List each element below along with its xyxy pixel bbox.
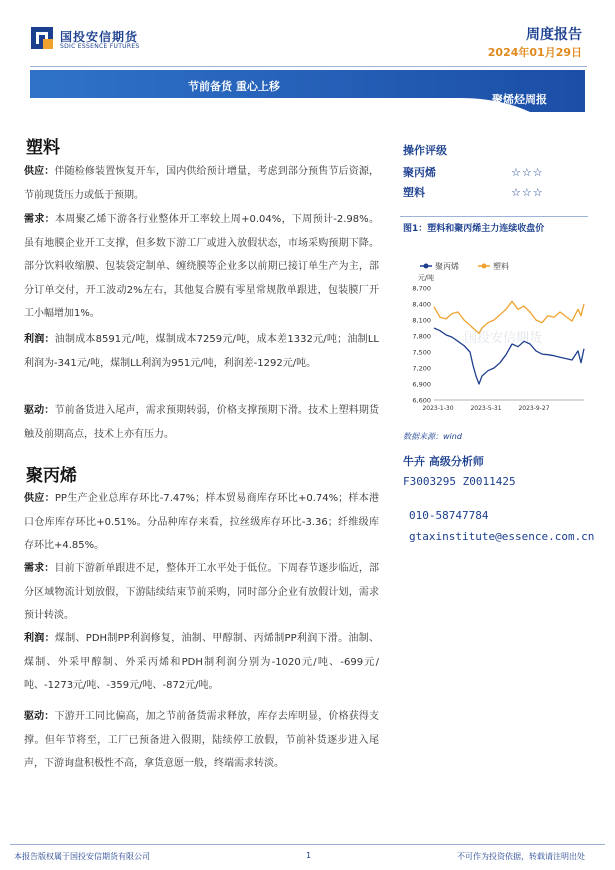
plastic-demand-label: 需求： bbox=[24, 214, 56, 225]
rating-title: 操作评级 bbox=[403, 144, 447, 157]
plastic-profit-text: 油制成本8591元/吨，煤制成本7259元/吨，成本差1332元/吨；油制LL利润为-341元/吨，煤制LL利润为951元/吨，利润差-1292元/吨。 bbox=[24, 334, 379, 369]
x-axis bbox=[422, 405, 549, 412]
plastic-profit bbox=[24, 328, 379, 375]
y-tick-label: 8,700 bbox=[412, 284, 431, 293]
analyst-phone: 010-58747784 bbox=[409, 509, 489, 522]
pp-supply bbox=[24, 487, 379, 558]
logo-name-en: SDIC ESSENCE FUTURES bbox=[60, 43, 140, 50]
analyst-name: 牛卉 高级分析师 bbox=[403, 455, 484, 468]
chart-watermark: 国投安信期货 bbox=[463, 331, 543, 346]
chart-legend bbox=[420, 261, 509, 271]
legend-marker-plastic bbox=[482, 264, 487, 269]
header-divider bbox=[30, 66, 587, 67]
footer-divider bbox=[10, 844, 605, 845]
report-date: 2024年01月29日 bbox=[487, 46, 582, 59]
y-tick-label: 7,200 bbox=[412, 364, 431, 373]
analyst-email[interactable]: gtaxinstitute@essence.com.cn bbox=[409, 530, 595, 543]
pp-driver bbox=[24, 705, 379, 776]
plastic-driver-text: 节前备货进入尾声，需求预期转弱，价格支撑预期下滑。技术上塑料期货触及前期高点，技术上亦有压力。 bbox=[24, 405, 380, 440]
analyst-license-ids: F3003295 Z0011425 bbox=[403, 475, 516, 488]
series-line-plastic bbox=[434, 301, 584, 333]
rating-name: 塑料 bbox=[403, 186, 425, 199]
rating-stars-icon: ☆☆☆ bbox=[511, 166, 544, 179]
plastic-supply-label: 供应： bbox=[24, 166, 55, 177]
report-type: 周度报告 bbox=[526, 27, 582, 43]
banner-title: 节前备货 重心上移 bbox=[188, 80, 280, 93]
pp-supply-label: 供应： bbox=[24, 493, 55, 504]
y-tick-label: 8,100 bbox=[412, 316, 431, 325]
price-line-chart bbox=[398, 258, 588, 423]
footer-disclaimer: 不可作为投资依据，转载请注明出处 bbox=[457, 852, 585, 861]
pp-profit-text: 煤制、PDH制PP利润修复，油制、甲醇制、丙烯制PP利润下滑。油制、煤制、外采甲醇制、外采丙烯和PDH制利润分别为-1020元/吨、-699元/吨、-1273元/吨、-359元/吨、-872元/吨。 bbox=[24, 633, 379, 691]
section-title-plastic: 塑料 bbox=[26, 138, 60, 158]
rating-name: 聚丙烯 bbox=[403, 166, 436, 179]
rating-stars-icon: ☆☆☆ bbox=[511, 186, 544, 199]
pp-demand bbox=[24, 557, 379, 628]
y-tick-label: 6,600 bbox=[412, 396, 431, 405]
footer-copyright: 本报告版权属于国投安信期货有限公司 bbox=[14, 852, 150, 861]
title-banner bbox=[30, 68, 585, 112]
plastic-supply-text: 伴随检修装置恢复开车，国内供给预计增量，考虑到部分预售节后资源，节前现货压力或低于预期。 bbox=[24, 166, 380, 201]
y-tick-label: 7,800 bbox=[412, 332, 431, 341]
plastic-supply bbox=[24, 160, 379, 207]
plastic-driver-label: 驱动： bbox=[24, 405, 55, 416]
figure-divider bbox=[400, 216, 588, 217]
pp-driver-text: 下游开工同比偏高，加之节前备货需求释放，库存去库明显，价格获得支撑。但年节将至，工厂已预备进入假期，陆续停工放假，节前补货逐步进入尾声，下游询盘积极性不高，拿货意愿一般，终端需求转淡。 bbox=[24, 711, 380, 769]
logo-mark-icon bbox=[30, 26, 54, 50]
data-source: 数据来源：wind bbox=[403, 432, 462, 441]
pp-demand-label: 需求： bbox=[24, 563, 55, 574]
pp-profit-label: 利润： bbox=[24, 633, 55, 644]
plastic-demand-text: 本周聚乙烯下游各行业整体开工率较上周+0.04%，下周预计-2.98%。虽有地膜企业开工支撑，但多数下游工厂或进入放假状态，市场采购预期下降。部分饮料收缩膜、包装袋定制单、缠绕膜等企业多以前期已接订单生产为主，部分订单交付，开工波动2%左右，其他复合膜有零星常规散单跟进，包装膜厂开工小幅增加1%。 bbox=[24, 214, 379, 319]
legend-label-pp: 聚丙烯 bbox=[435, 262, 459, 271]
pp-profit bbox=[24, 627, 379, 698]
pp-driver-label: 驱动： bbox=[24, 711, 55, 722]
plastic-demand bbox=[24, 208, 379, 326]
x-tick-label: 2023-5-31 bbox=[470, 405, 502, 412]
legend-marker-pp bbox=[424, 264, 429, 269]
plastic-profit-label: 利润： bbox=[24, 334, 55, 345]
company-logo bbox=[30, 26, 170, 56]
rating-row-pp bbox=[403, 164, 544, 180]
x-tick-label: 2023-9-27 bbox=[518, 405, 550, 412]
pp-demand-text: 目前下游新单跟进不足，整体开工水平处于低位。下周春节逐步临近，部分区域物流计划放假，下游陆续结束节前采购，同时部分企业有放假计划，需求预计转淡。 bbox=[24, 563, 380, 621]
y-tick-label: 6,900 bbox=[412, 380, 431, 389]
rating-row-plastic bbox=[403, 184, 544, 200]
x-tick-label: 2023-1-30 bbox=[422, 405, 454, 412]
y-tick-label: 8,400 bbox=[412, 300, 431, 309]
logo-name-cn: 国投安信期货 bbox=[60, 30, 139, 44]
y-axis-label: 元/吨 bbox=[417, 274, 435, 282]
pp-supply-text: PP生产企业总库存环比-7.47%；样本贸易商库存环比+0.74%；样本港口仓库库存环比+0.51%。分品种库存来看，拉丝级库存环比-3.36；纤维级库存环比+4.85%。 bbox=[24, 493, 379, 551]
y-tick-label: 7,500 bbox=[412, 348, 431, 357]
legend-label-plastic: 塑料 bbox=[493, 262, 509, 271]
plastic-driver bbox=[24, 399, 379, 446]
page-number: 1 bbox=[306, 851, 312, 860]
section-title-pp: 聚丙烯 bbox=[26, 466, 77, 486]
figure-title: 图1：塑料和聚丙烯主力连续收盘价 bbox=[403, 224, 545, 234]
banner-subtitle: 聚烯烃周报 bbox=[492, 93, 547, 106]
